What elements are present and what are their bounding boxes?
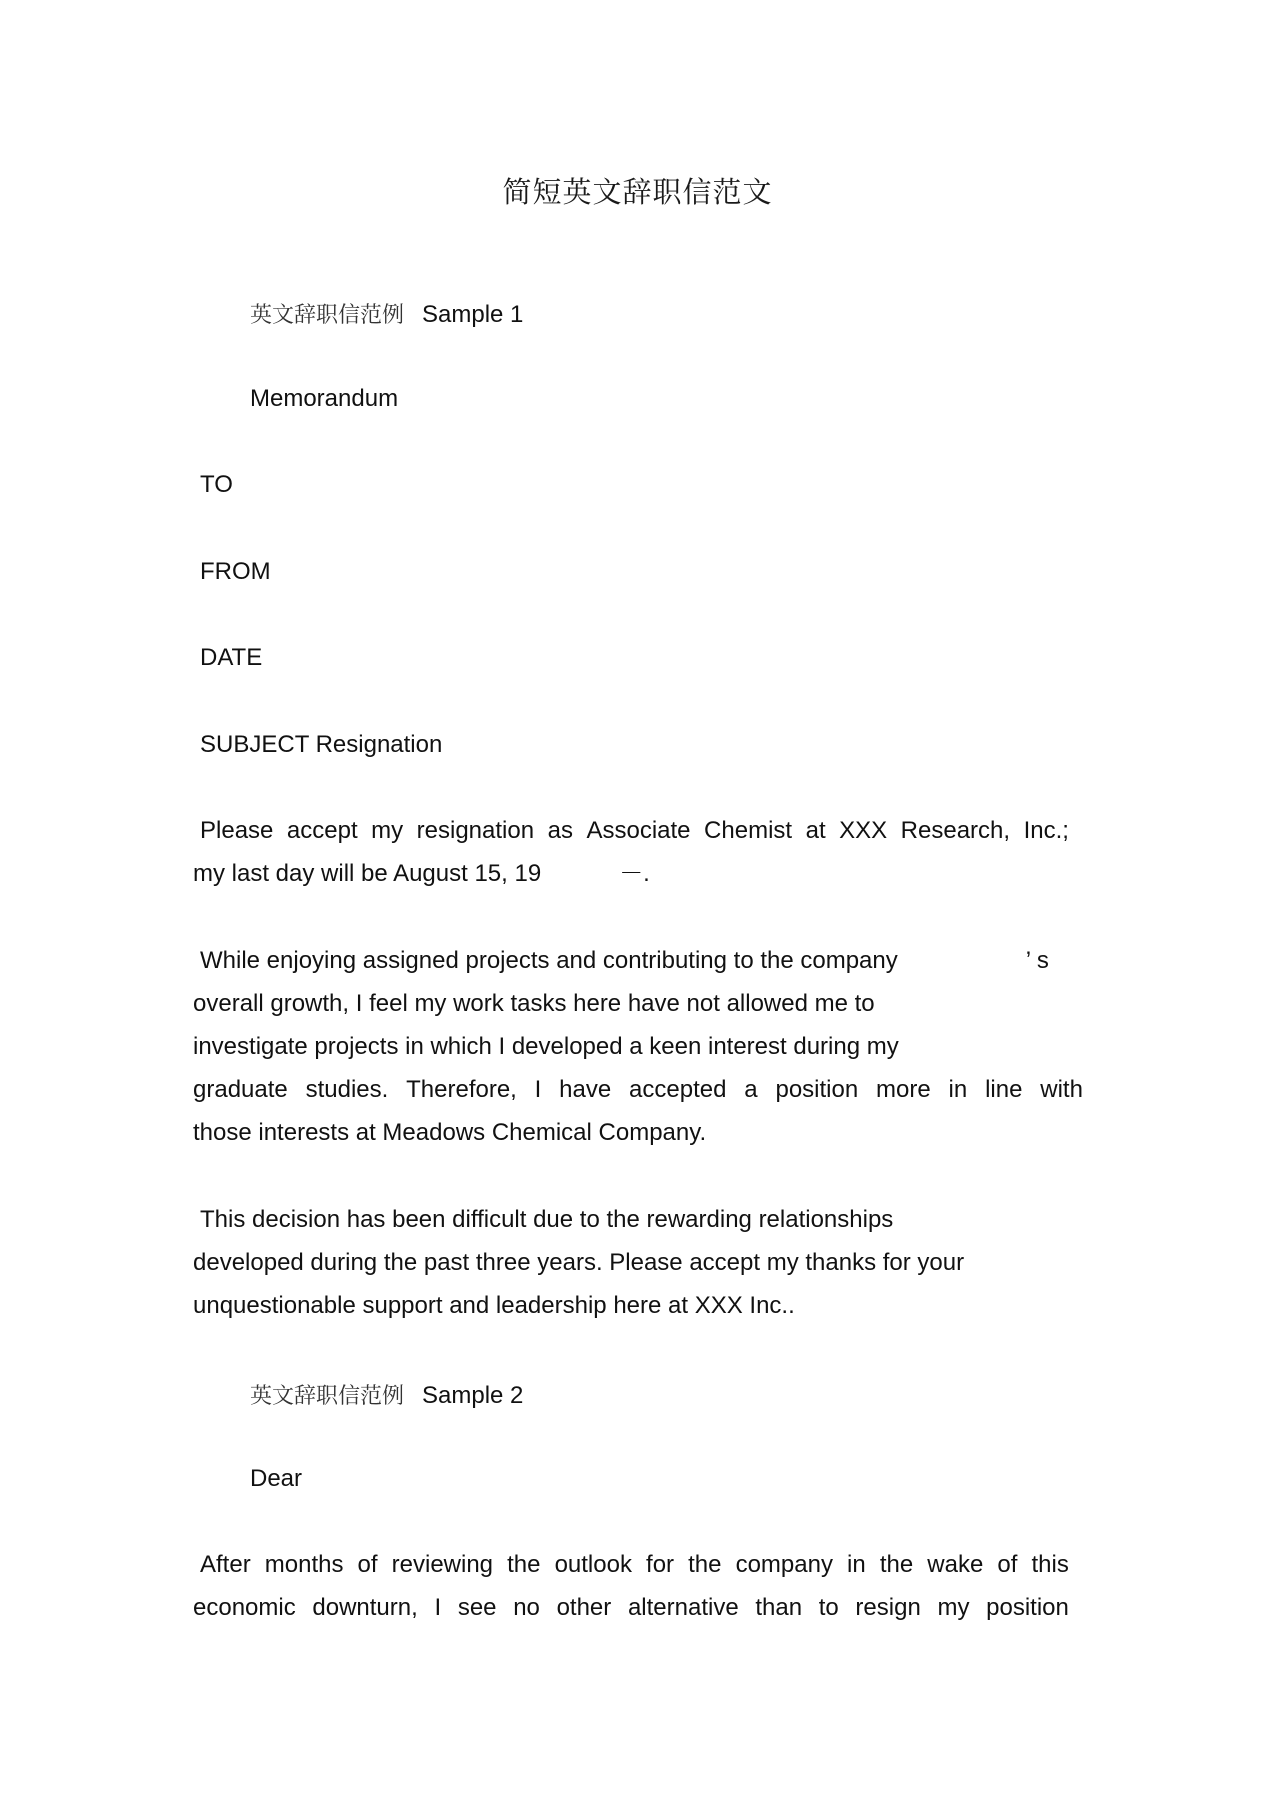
- sample2-paragraph-1: [193, 1543, 1083, 1629]
- word: at: [805, 817, 826, 844]
- word: Chemist: [704, 817, 793, 844]
- word: this: [1031, 1551, 1069, 1578]
- word: After: [200, 1551, 251, 1578]
- paragraph-line: [193, 809, 1083, 852]
- word: position: [986, 1594, 1069, 1621]
- sample1-heading-en: Sample 1: [422, 301, 524, 328]
- word: accepted: [629, 1076, 727, 1103]
- word: downturn,: [312, 1594, 418, 1621]
- word: in: [948, 1076, 968, 1103]
- document-title: 简短英文辞职信范文: [502, 175, 773, 209]
- paragraph-line: overall growth, I feel my work tasks here have not allowed me to: [193, 990, 875, 1017]
- word: accept: [286, 817, 358, 844]
- word: my: [937, 1594, 970, 1621]
- sample2-heading: [250, 1379, 523, 1410]
- word: months: [264, 1551, 344, 1578]
- paragraph-line: my last day will be August 15, 19 －.: [193, 860, 650, 887]
- word: the: [879, 1551, 914, 1578]
- word: XXX: [839, 817, 888, 844]
- word: line: [985, 1076, 1023, 1103]
- word: economic: [193, 1594, 296, 1621]
- word: studies.: [305, 1076, 389, 1103]
- word: resign: [855, 1594, 921, 1621]
- subject-line: SUBJECT Resignation: [200, 731, 443, 758]
- word: of: [357, 1551, 378, 1578]
- word: Associate: [586, 817, 691, 844]
- word: wake: [927, 1551, 984, 1578]
- sample2-heading-en: Sample 2: [422, 1382, 524, 1409]
- word: reviewing: [391, 1551, 494, 1578]
- word: Please: [200, 817, 274, 844]
- word: in: [847, 1551, 866, 1578]
- word: with: [1040, 1076, 1083, 1103]
- word: than: [755, 1594, 803, 1621]
- word: see: [457, 1594, 497, 1621]
- word: company: [735, 1551, 833, 1578]
- word: I: [434, 1594, 442, 1621]
- sample1-paragraph-2: [193, 939, 1083, 1154]
- word: Inc.;: [1023, 817, 1069, 844]
- word: of: [997, 1551, 1018, 1578]
- sample1-paragraph-1: [193, 809, 1083, 895]
- paragraph-line: [193, 1543, 1083, 1586]
- word: Therefore,: [406, 1076, 517, 1103]
- paragraph-line: developed during the past three years. Please accept my thanks for your: [193, 1249, 965, 1276]
- word: have: [559, 1076, 612, 1103]
- paragraph-line: [193, 1586, 1083, 1629]
- word: alternative: [627, 1594, 739, 1621]
- word: no: [513, 1594, 540, 1621]
- sample1-heading-cn: 英文辞职信范例: [250, 303, 405, 328]
- word: graduate: [193, 1076, 288, 1103]
- word: more: [876, 1076, 931, 1103]
- paragraph-line: This decision has been difficult due to the rewarding relationships: [200, 1206, 894, 1233]
- word: Research,: [900, 817, 1011, 844]
- word: I: [534, 1076, 542, 1103]
- word: resignation: [416, 817, 535, 844]
- paragraph-line: those interests at Meadows Chemical Company.: [193, 1119, 707, 1146]
- paragraph-line: unquestionable support and leadership here at XXX Inc..: [193, 1292, 795, 1319]
- word: my: [371, 817, 404, 844]
- word: a: [744, 1076, 758, 1103]
- word: the: [507, 1551, 541, 1578]
- to-label: TO: [200, 471, 233, 498]
- date-label: DATE: [200, 644, 263, 671]
- word: position: [775, 1076, 859, 1103]
- from-label: FROM: [200, 558, 271, 585]
- word: other: [556, 1594, 612, 1621]
- paragraph-line: [193, 1068, 1083, 1111]
- memo-label: Memorandum: [250, 385, 399, 412]
- word: to: [818, 1594, 839, 1621]
- word: for: [646, 1551, 675, 1578]
- word: outlook: [554, 1551, 632, 1578]
- paragraph-line: investigate projects in which I developed a keen interest during my: [193, 1033, 899, 1060]
- sample2-heading-cn: 英文辞职信范例: [250, 1384, 405, 1409]
- greeting: Dear: [250, 1465, 303, 1492]
- sample1-paragraph-3: [193, 1198, 1083, 1327]
- word: the: [688, 1551, 722, 1578]
- word: as: [547, 817, 573, 844]
- sample1-heading: [250, 298, 523, 329]
- paragraph-line: While enjoying assigned projects and contributing to the company ’ s: [200, 947, 1049, 974]
